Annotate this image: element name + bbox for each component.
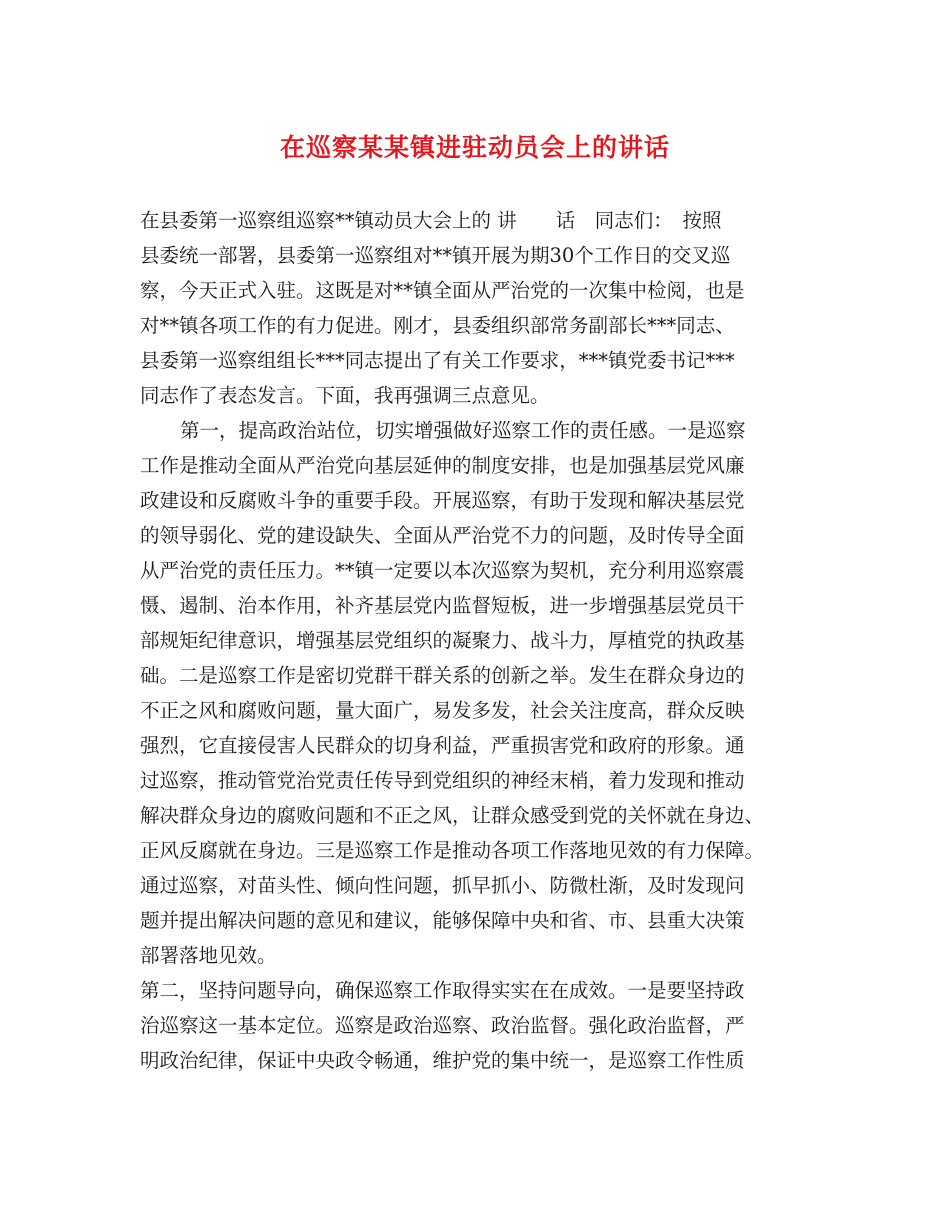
text-line: 政建设和反腐败斗争的重要手段。开展巡察，有助于发现和解决基层党 xyxy=(140,489,745,512)
text-line: 的领导弱化、党的建设缺失、全面从严治党不力的问题，及时传导全面 xyxy=(140,524,745,547)
text-line: 第一，提高政治站位，切实增强做好巡察工作的责任感。一是巡察 xyxy=(180,419,746,442)
text-line: 对**镇各项工作的有力促进。刚才，县委组织部常务副部长***同志、 xyxy=(140,314,735,337)
document-body xyxy=(140,203,830,1078)
text-line: 部规矩纪律意识，增强基层党组织的凝聚力、战斗力，厚植党的执政基 xyxy=(140,629,745,652)
text-line: 题并提出解决问题的意见和建议，能够保障中央和省、市、县重大决策 xyxy=(140,909,745,932)
text-line: 慑、遏制、治本作用，补齐基层党内监督短板，进一步增强基层党员干 xyxy=(140,594,745,617)
text-line: 同志作了表态发言。下面，我再强调三点意见。 xyxy=(140,384,550,407)
text-line: 县委统一部署，县委第一巡察组对**镇开展为期30个工作日的交叉巡 xyxy=(140,244,731,267)
text-line: 治巡察这一基本定位。巡察是政治巡察、政治监督。强化政治监督，严 xyxy=(140,1014,745,1037)
text-line: 解决群众身边的腐败问题和不正之风，让群众感受到党的关怀就在身边、 xyxy=(140,804,765,827)
text-line: 强烈，它直接侵害人民群众的切身利益，严重损害党和政府的形象。通 xyxy=(140,734,745,757)
document-title: 在巡察某某镇进驻动员会上的讲话 xyxy=(279,133,670,162)
text-line: 第二，坚持问题导向，确保巡察工作取得实实在在成效。一是要坚持政 xyxy=(140,979,745,1002)
text-line: 在县委第一巡察组巡察**镇动员大会上的 讲 话 同志们： 按照 xyxy=(140,209,722,232)
text-line: 明政治纪律，保证中央政令畅通，维护党的集中统一，是巡察工作性质 xyxy=(140,1049,745,1072)
text-line: 正风反腐就在身边。三是巡察工作是推动各项工作落地见效的有力保障。 xyxy=(140,839,765,862)
text-line: 过巡察，推动管党治党责任传导到党组织的神经末梢，着力发现和推动 xyxy=(140,769,745,792)
text-line: 工作是推动全面从严治党向基层延伸的制度安排，也是加强基层党风廉 xyxy=(140,454,745,477)
text-line: 从严治党的责任压力。**镇一定要以本次巡察为契机，充分利用巡察震 xyxy=(140,559,745,582)
text-line: 县委第一巡察组组长***同志提出了有关工作要求，***镇党委书记*** xyxy=(140,349,735,372)
text-line: 通过巡察，对苗头性、倾向性问题，抓早抓小、防微杜渐，及时发现问 xyxy=(140,874,745,897)
text-line: 础。二是巡察工作是密切党群干群关系的创新之举。发生在群众身边的 xyxy=(140,664,745,687)
text-line: 察，今天正式入驻。这既是对**镇全面从严治党的一次集中检阅，也是 xyxy=(140,279,745,302)
text-line: 部署落地见效。 xyxy=(140,944,277,967)
text-line: 不正之风和腐败问题，量大面广，易发多发，社会关注度高，群众反映 xyxy=(140,699,745,722)
